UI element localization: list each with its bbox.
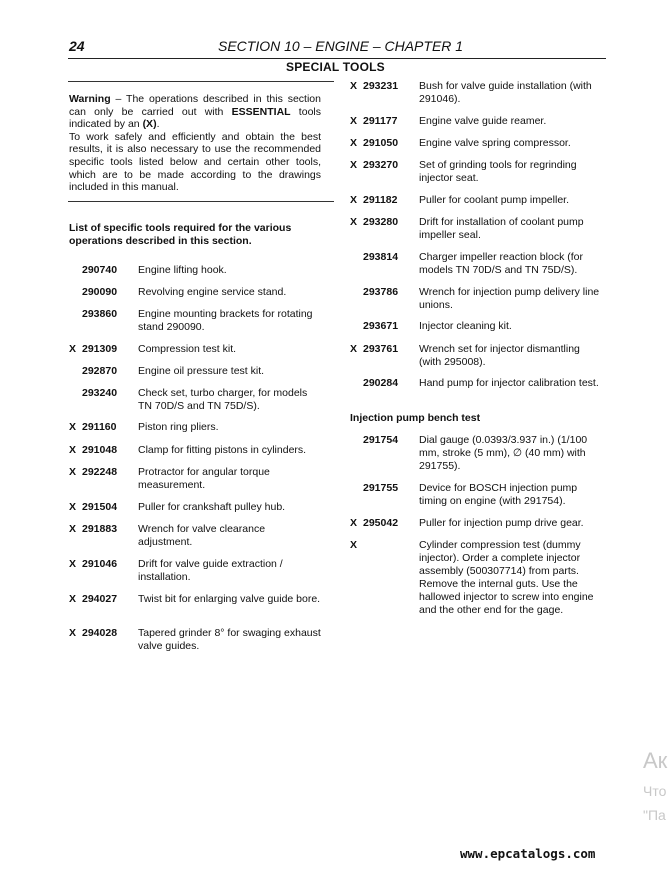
tool-description: Drift for installation of coolant pump impeller seal. [419, 216, 584, 241]
tool-code: 290740 [82, 264, 118, 276]
warning-label: Warning [69, 93, 111, 105]
warning-text-4: To work safely and efficiently and obtain the best results, it is also necessary to use the recommended specific tools listed below and certain other tools, which are to be made according to the drawings included in this manual. [69, 130, 321, 194]
tool-code: 291755 [363, 482, 399, 494]
watermark-line-3: "Па [643, 807, 666, 823]
tool-code: 291504 [82, 501, 118, 513]
essential-mark: X [69, 466, 77, 478]
tool-description: Engine oil pressure test kit. [138, 365, 265, 377]
tool-code: 290284 [363, 377, 399, 389]
essential-mark: X [69, 627, 77, 639]
essential-mark: X [69, 558, 77, 570]
tool-description: Wrench for valve clearance adjustment. [138, 523, 266, 548]
tool-code: 292870 [82, 365, 118, 377]
tool-code: 293786 [363, 286, 399, 298]
site-url: www.epcatalogs.com [460, 846, 596, 861]
essential-mark: X [350, 80, 358, 92]
essential-mark: X [350, 539, 358, 551]
tool-code: 294027 [82, 593, 118, 605]
tool-code: 295042 [363, 517, 399, 529]
essential-mark: X [69, 523, 77, 535]
essential-mark: X [350, 194, 358, 206]
tool-description: Injector cleaning kit. [419, 320, 512, 332]
tool-description: Check set, turbo charger, for models TN 70D/S and TN 75D/S). [138, 387, 308, 412]
watermark-line-1: Ак [643, 748, 668, 773]
warning-text-1: – The operations described in this section can only be carried out with [69, 93, 321, 118]
essential-mark: X [69, 593, 77, 605]
tool-description: Puller for crankshaft pulley hub. [138, 501, 286, 513]
tool-code: 293814 [363, 251, 399, 263]
tool-description: Engine valve spring compressor. [419, 137, 571, 149]
tool-code: 293270 [363, 159, 399, 171]
essential-mark: X [350, 159, 358, 171]
tool-code: 292248 [82, 466, 118, 478]
tool-code: 293671 [363, 320, 399, 332]
warning-notice [69, 93, 321, 194]
tool-code: 290090 [82, 286, 118, 298]
tool-description: Revolving engine service stand. [138, 286, 287, 298]
tool-code: 291160 [82, 421, 117, 433]
tool-code: 293761 [363, 343, 399, 355]
tool-description: Protractor for angular torque measurement. [138, 466, 270, 491]
tool-description: Engine lifting hook. [138, 264, 227, 276]
tool-description: Drift for valve guide extraction / installation. [138, 558, 283, 583]
tool-description: Puller for injection pump drive gear. [419, 517, 584, 529]
essential-mark: X [69, 343, 77, 355]
warning-text-3: . [156, 118, 160, 131]
essential-mark: X [350, 115, 358, 127]
essential-mark: X [350, 216, 358, 228]
tool-description: Twist bit for enlarging valve guide bore. [138, 593, 321, 605]
tool-description: Clamp for fitting pistons in cylinders. [138, 444, 307, 456]
tool-code: 291883 [82, 523, 118, 535]
tool-description: Device for BOSCH injection pump timing on engine (with 291754). [419, 482, 578, 507]
tool-description: Charger impeller reaction block (for models TN 70D/S and TN 75D/S). [419, 251, 583, 276]
essential-mark: X [350, 343, 358, 355]
tool-code: 291754 [363, 434, 399, 446]
tool-code: 291048 [82, 444, 118, 456]
watermark-line-2: Что [643, 783, 667, 799]
tool-description: Set of grinding tools for regrinding injector seat. [419, 159, 577, 184]
warning-top-divider [68, 81, 334, 82]
tool-code: 291046 [82, 558, 118, 570]
section-title: SECTION 10 – ENGINE – CHAPTER 1 [218, 38, 464, 54]
essential-mark: X [350, 517, 358, 529]
essential-mark: X [69, 444, 77, 456]
warning-mark: (X) [142, 118, 157, 131]
tool-description: Wrench for injection pump delivery line unions. [419, 286, 600, 311]
tool-description: Bush for valve guide installation (with 291046). [419, 80, 592, 105]
tool-description: Wrench set for injector dismantling (with 295008). [419, 343, 580, 368]
essential-mark: X [69, 501, 77, 513]
warning-essential: ESSENTIAL [231, 105, 291, 118]
tool-code: 293240 [82, 387, 118, 399]
tool-description: Dial gauge (0.0393/3.937 in.) (1/100 mm, stroke (5 mm), ∅ (40 mm) with 291755). [419, 434, 588, 472]
tool-description: Puller for coolant pump impeller. [419, 194, 569, 206]
page-subtitle: SPECIAL TOOLS [286, 60, 385, 74]
list-title: List of specific tools required for the various operations described in this section. [69, 222, 292, 247]
tool-description: Engine mounting brackets for rotating stand 290090. [138, 308, 313, 333]
tool-description: Engine valve guide reamer. [419, 115, 547, 127]
page-number: 24 [69, 38, 85, 54]
header-divider [68, 58, 606, 59]
warning-bottom-divider [68, 201, 334, 202]
tool-code: 293231 [363, 80, 399, 92]
tool-code: 291309 [82, 343, 118, 355]
tool-code: 294028 [82, 627, 118, 639]
warning-text-2: tools indicated by an [69, 105, 321, 131]
essential-mark: X [69, 421, 77, 433]
tool-description: Compression test kit. [138, 343, 237, 355]
tool-code: 291050 [363, 137, 399, 149]
tool-code: 291182 [363, 194, 398, 206]
tool-code: 293860 [82, 308, 118, 320]
tool-description: Tapered grinder 8° for swaging exhaust valve guides. [138, 627, 321, 652]
tool-description: Cylinder compression test (dummy injector). Order a complete injector assembly (500307714) from parts. Remove the internal guts. Use the hallowed injector to screw into engine and the other end for the gage. [419, 539, 594, 616]
page-header [0, 38, 671, 58]
bench-test-heading: Injection pump bench test [350, 412, 481, 424]
tool-description: Hand pump for injector calibration test. [419, 377, 599, 389]
tool-description: Piston ring pliers. [138, 421, 219, 433]
essential-mark: X [350, 137, 358, 149]
tool-code: 293280 [363, 216, 399, 228]
tool-code: 291177 [363, 115, 398, 127]
